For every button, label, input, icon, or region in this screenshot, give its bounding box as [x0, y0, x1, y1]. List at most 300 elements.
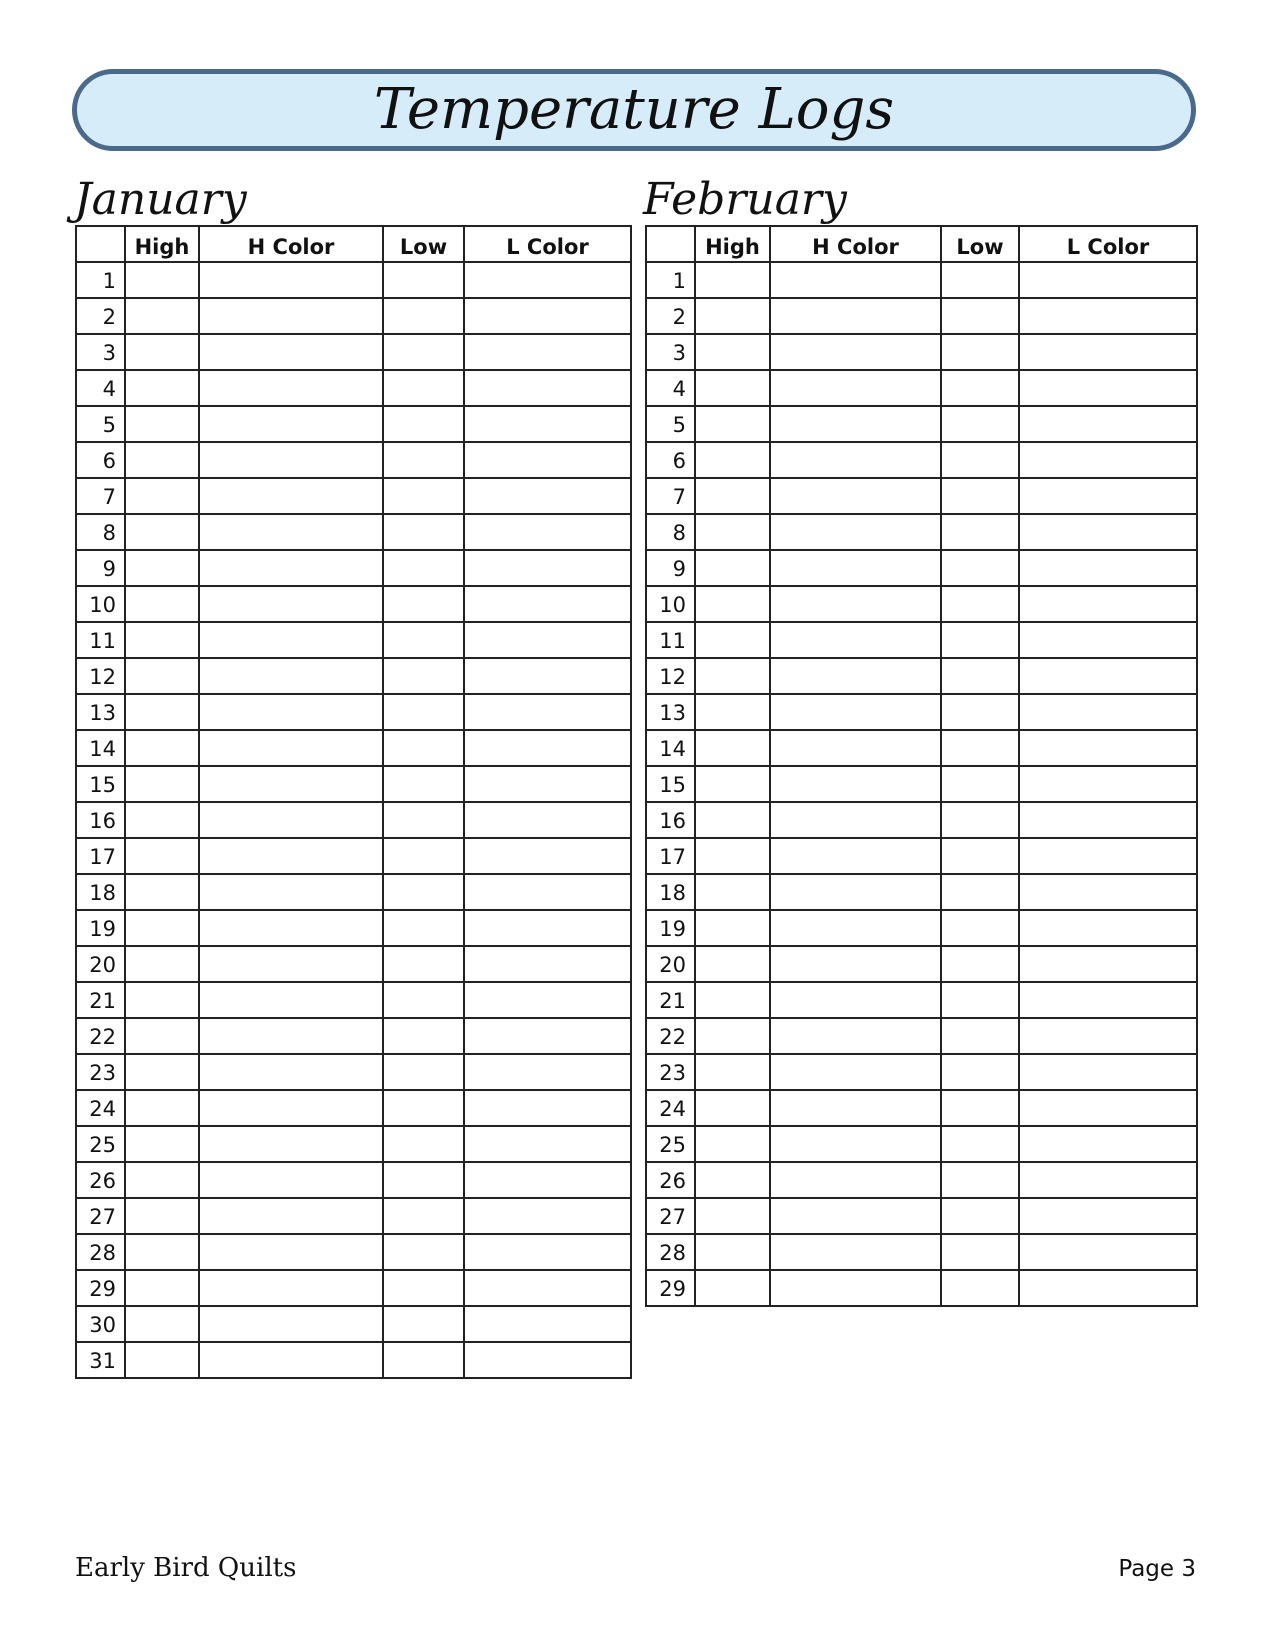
column-header-day: [76, 226, 125, 262]
h-color-cell[interactable]: [770, 406, 941, 442]
l-color-cell[interactable]: [1019, 1162, 1197, 1198]
day-number: 12: [76, 658, 125, 694]
high-cell[interactable]: [125, 874, 199, 910]
high-cell[interactable]: [125, 910, 199, 946]
low-cell[interactable]: [941, 1090, 1019, 1126]
l-color-cell[interactable]: [1019, 334, 1197, 370]
high-cell[interactable]: [125, 1234, 199, 1270]
low-cell[interactable]: [941, 946, 1019, 982]
day-number: 14: [76, 730, 125, 766]
low-cell[interactable]: [941, 1126, 1019, 1162]
h-color-cell[interactable]: [199, 262, 383, 298]
low-cell[interactable]: [941, 442, 1019, 478]
low-cell[interactable]: [383, 946, 464, 982]
day-number: 27: [76, 1198, 125, 1234]
low-cell[interactable]: [383, 658, 464, 694]
l-color-cell[interactable]: [464, 334, 631, 370]
table-row: [646, 586, 1197, 622]
h-color-cell[interactable]: [199, 550, 383, 586]
l-color-cell[interactable]: [1019, 1054, 1197, 1090]
h-color-cell[interactable]: [199, 1018, 383, 1054]
day-number: 2: [76, 298, 125, 334]
high-cell[interactable]: [125, 1162, 199, 1198]
h-color-cell[interactable]: [199, 478, 383, 514]
low-cell[interactable]: [941, 658, 1019, 694]
table-row: [646, 442, 1197, 478]
low-cell[interactable]: [941, 370, 1019, 406]
high-cell[interactable]: [695, 550, 770, 586]
day-number: 23: [646, 1054, 695, 1090]
high-cell[interactable]: [125, 478, 199, 514]
day-number: 24: [646, 1090, 695, 1126]
low-cell[interactable]: [383, 1198, 464, 1234]
h-color-cell[interactable]: [199, 730, 383, 766]
day-number: 16: [646, 802, 695, 838]
high-cell[interactable]: [695, 946, 770, 982]
low-cell[interactable]: [941, 334, 1019, 370]
low-cell[interactable]: [941, 802, 1019, 838]
h-color-cell[interactable]: [770, 478, 941, 514]
h-color-cell[interactable]: [770, 1054, 941, 1090]
table-row: [76, 1270, 631, 1306]
high-cell[interactable]: [695, 1162, 770, 1198]
high-cell[interactable]: [125, 1018, 199, 1054]
day-number: 7: [76, 478, 125, 514]
table-row: [646, 622, 1197, 658]
low-cell[interactable]: [941, 1162, 1019, 1198]
h-color-cell[interactable]: [770, 334, 941, 370]
l-color-cell[interactable]: [464, 802, 631, 838]
l-color-cell[interactable]: [464, 1270, 631, 1306]
table-row: [76, 406, 631, 442]
high-cell[interactable]: [695, 514, 770, 550]
h-color-cell[interactable]: [770, 586, 941, 622]
l-color-cell[interactable]: [1019, 370, 1197, 406]
high-cell[interactable]: [125, 1126, 199, 1162]
h-color-cell[interactable]: [199, 802, 383, 838]
h-color-cell[interactable]: [770, 1270, 941, 1306]
table-row: [646, 298, 1197, 334]
high-cell[interactable]: [125, 1090, 199, 1126]
low-cell[interactable]: [941, 1270, 1019, 1306]
l-color-cell[interactable]: [1019, 910, 1197, 946]
day-number: 29: [646, 1270, 695, 1306]
h-color-cell[interactable]: [199, 514, 383, 550]
h-color-cell[interactable]: [199, 298, 383, 334]
low-cell[interactable]: [383, 622, 464, 658]
high-cell[interactable]: [695, 298, 770, 334]
high-cell[interactable]: [125, 730, 199, 766]
l-color-cell[interactable]: [464, 1342, 631, 1378]
l-color-cell[interactable]: [1019, 406, 1197, 442]
low-cell[interactable]: [941, 622, 1019, 658]
low-cell[interactable]: [941, 262, 1019, 298]
column-header-high: High: [125, 226, 199, 262]
high-cell[interactable]: [125, 586, 199, 622]
l-color-cell[interactable]: [1019, 658, 1197, 694]
l-color-cell[interactable]: [464, 982, 631, 1018]
high-cell[interactable]: [695, 622, 770, 658]
low-cell[interactable]: [383, 1054, 464, 1090]
h-color-cell[interactable]: [770, 874, 941, 910]
high-cell[interactable]: [125, 1198, 199, 1234]
low-cell[interactable]: [383, 478, 464, 514]
day-number: 12: [646, 658, 695, 694]
h-color-cell[interactable]: [199, 1306, 383, 1342]
table-row: [646, 406, 1197, 442]
day-number: 29: [76, 1270, 125, 1306]
table-row: [76, 838, 631, 874]
l-color-cell[interactable]: [464, 370, 631, 406]
l-color-cell[interactable]: [1019, 766, 1197, 802]
low-cell[interactable]: [941, 514, 1019, 550]
high-cell[interactable]: [695, 730, 770, 766]
table-row: [646, 1126, 1197, 1162]
low-cell[interactable]: [941, 1018, 1019, 1054]
l-color-cell[interactable]: [1019, 1126, 1197, 1162]
h-color-cell[interactable]: [199, 406, 383, 442]
l-color-cell[interactable]: [464, 658, 631, 694]
l-color-cell[interactable]: [464, 586, 631, 622]
low-cell[interactable]: [383, 1270, 464, 1306]
l-color-cell[interactable]: [1019, 514, 1197, 550]
high-cell[interactable]: [125, 550, 199, 586]
table-row: [76, 874, 631, 910]
l-color-cell[interactable]: [1019, 802, 1197, 838]
l-color-cell[interactable]: [1019, 1234, 1197, 1270]
table-row: [76, 1342, 631, 1378]
table-row: [646, 910, 1197, 946]
h-color-cell[interactable]: [199, 1342, 383, 1378]
h-color-cell[interactable]: [770, 802, 941, 838]
day-number: 19: [646, 910, 695, 946]
l-color-cell[interactable]: [464, 1162, 631, 1198]
l-color-cell[interactable]: [1019, 874, 1197, 910]
low-cell[interactable]: [941, 406, 1019, 442]
low-cell[interactable]: [383, 298, 464, 334]
high-cell[interactable]: [695, 1198, 770, 1234]
table-row: [76, 262, 631, 298]
low-cell[interactable]: [941, 478, 1019, 514]
low-cell[interactable]: [941, 838, 1019, 874]
l-color-cell[interactable]: [464, 1306, 631, 1342]
l-color-cell[interactable]: [1019, 622, 1197, 658]
day-number: 9: [76, 550, 125, 586]
low-cell[interactable]: [383, 766, 464, 802]
h-color-cell[interactable]: [770, 910, 941, 946]
h-color-cell[interactable]: [199, 1162, 383, 1198]
high-cell[interactable]: [125, 298, 199, 334]
day-number: 3: [646, 334, 695, 370]
low-cell[interactable]: [383, 514, 464, 550]
low-cell[interactable]: [383, 838, 464, 874]
l-color-cell[interactable]: [464, 1090, 631, 1126]
l-color-cell[interactable]: [464, 1054, 631, 1090]
h-color-cell[interactable]: [770, 982, 941, 1018]
l-color-cell[interactable]: [1019, 838, 1197, 874]
high-cell[interactable]: [125, 622, 199, 658]
high-cell[interactable]: [695, 658, 770, 694]
low-cell[interactable]: [941, 586, 1019, 622]
low-cell[interactable]: [383, 1234, 464, 1270]
h-color-cell[interactable]: [199, 1234, 383, 1270]
low-cell[interactable]: [383, 442, 464, 478]
h-color-cell[interactable]: [770, 658, 941, 694]
h-color-cell[interactable]: [199, 622, 383, 658]
low-cell[interactable]: [941, 1198, 1019, 1234]
l-color-cell[interactable]: [464, 874, 631, 910]
low-cell[interactable]: [383, 1342, 464, 1378]
high-cell[interactable]: [125, 1270, 199, 1306]
low-cell[interactable]: [383, 586, 464, 622]
h-color-cell[interactable]: [770, 694, 941, 730]
day-number: 5: [646, 406, 695, 442]
table-row: [76, 982, 631, 1018]
high-cell[interactable]: [125, 694, 199, 730]
high-cell[interactable]: [125, 1342, 199, 1378]
l-color-cell[interactable]: [464, 1198, 631, 1234]
low-cell[interactable]: [383, 802, 464, 838]
low-cell[interactable]: [383, 1018, 464, 1054]
l-color-cell[interactable]: [1019, 442, 1197, 478]
high-cell[interactable]: [695, 1090, 770, 1126]
high-cell[interactable]: [695, 1270, 770, 1306]
h-color-cell[interactable]: [770, 262, 941, 298]
day-number: 5: [76, 406, 125, 442]
low-cell[interactable]: [383, 694, 464, 730]
l-color-cell[interactable]: [1019, 1018, 1197, 1054]
high-cell[interactable]: [125, 658, 199, 694]
table-row: [646, 514, 1197, 550]
h-color-cell[interactable]: [770, 1162, 941, 1198]
low-cell[interactable]: [941, 982, 1019, 1018]
high-cell[interactable]: [125, 514, 199, 550]
high-cell[interactable]: [695, 982, 770, 1018]
h-color-cell[interactable]: [770, 442, 941, 478]
l-color-cell[interactable]: [1019, 694, 1197, 730]
table-row: [76, 370, 631, 406]
table-row: [76, 586, 631, 622]
high-cell[interactable]: [695, 1234, 770, 1270]
high-cell[interactable]: [125, 370, 199, 406]
page-title: Temperature Logs: [373, 77, 895, 142]
l-color-cell[interactable]: [464, 406, 631, 442]
high-cell[interactable]: [695, 838, 770, 874]
title-banner: [72, 69, 1196, 151]
h-color-cell[interactable]: [199, 442, 383, 478]
low-cell[interactable]: [383, 1090, 464, 1126]
h-color-cell[interactable]: [770, 946, 941, 982]
h-color-cell[interactable]: [770, 370, 941, 406]
l-color-cell[interactable]: [1019, 262, 1197, 298]
high-cell[interactable]: [695, 1054, 770, 1090]
day-number: 18: [76, 874, 125, 910]
low-cell[interactable]: [383, 874, 464, 910]
high-cell[interactable]: [125, 838, 199, 874]
high-cell[interactable]: [695, 334, 770, 370]
h-color-cell[interactable]: [770, 838, 941, 874]
l-color-cell[interactable]: [464, 622, 631, 658]
low-cell[interactable]: [383, 910, 464, 946]
l-color-cell[interactable]: [1019, 730, 1197, 766]
h-color-cell[interactable]: [199, 586, 383, 622]
h-color-cell[interactable]: [199, 1198, 383, 1234]
l-color-cell[interactable]: [1019, 1198, 1197, 1234]
low-cell[interactable]: [941, 298, 1019, 334]
high-cell[interactable]: [695, 910, 770, 946]
l-color-cell[interactable]: [1019, 982, 1197, 1018]
h-color-cell[interactable]: [770, 1090, 941, 1126]
low-cell[interactable]: [941, 730, 1019, 766]
high-cell[interactable]: [695, 1018, 770, 1054]
high-cell[interactable]: [125, 802, 199, 838]
l-color-cell[interactable]: [464, 1018, 631, 1054]
high-cell[interactable]: [125, 946, 199, 982]
low-cell[interactable]: [383, 262, 464, 298]
h-color-cell[interactable]: [199, 694, 383, 730]
h-color-cell[interactable]: [770, 298, 941, 334]
h-color-cell[interactable]: [770, 514, 941, 550]
h-color-cell[interactable]: [770, 622, 941, 658]
low-cell[interactable]: [941, 910, 1019, 946]
low-cell[interactable]: [383, 550, 464, 586]
h-color-cell[interactable]: [199, 982, 383, 1018]
l-color-cell[interactable]: [464, 730, 631, 766]
h-color-cell[interactable]: [199, 910, 383, 946]
column-header-high: High: [695, 226, 770, 262]
high-cell[interactable]: [695, 442, 770, 478]
low-cell[interactable]: [941, 1234, 1019, 1270]
low-cell[interactable]: [383, 406, 464, 442]
l-color-cell[interactable]: [464, 514, 631, 550]
l-color-cell[interactable]: [1019, 586, 1197, 622]
h-color-cell[interactable]: [770, 1018, 941, 1054]
h-color-cell[interactable]: [199, 838, 383, 874]
high-cell[interactable]: [125, 262, 199, 298]
l-color-cell[interactable]: [1019, 550, 1197, 586]
l-color-cell[interactable]: [1019, 1270, 1197, 1306]
low-cell[interactable]: [383, 982, 464, 1018]
low-cell[interactable]: [941, 766, 1019, 802]
low-cell[interactable]: [941, 550, 1019, 586]
h-color-cell[interactable]: [199, 946, 383, 982]
low-cell[interactable]: [383, 730, 464, 766]
h-color-cell[interactable]: [199, 1270, 383, 1306]
table-row: [646, 982, 1197, 1018]
h-color-cell[interactable]: [199, 334, 383, 370]
high-cell[interactable]: [695, 370, 770, 406]
table-row: [646, 946, 1197, 982]
low-cell[interactable]: [941, 1054, 1019, 1090]
h-color-cell[interactable]: [770, 550, 941, 586]
table-row: [76, 622, 631, 658]
table-row: [76, 1306, 631, 1342]
h-color-cell[interactable]: [199, 1126, 383, 1162]
h-color-cell[interactable]: [770, 1234, 941, 1270]
column-header-h-color: H Color: [770, 226, 941, 262]
h-color-cell[interactable]: [770, 766, 941, 802]
low-cell[interactable]: [383, 1306, 464, 1342]
table-row: [646, 874, 1197, 910]
high-cell[interactable]: [695, 694, 770, 730]
table-row: [76, 802, 631, 838]
high-cell[interactable]: [695, 874, 770, 910]
high-cell[interactable]: [695, 1126, 770, 1162]
high-cell[interactable]: [125, 982, 199, 1018]
day-number: 17: [646, 838, 695, 874]
table-row: [76, 766, 631, 802]
l-color-cell[interactable]: [1019, 298, 1197, 334]
high-cell[interactable]: [125, 766, 199, 802]
high-cell[interactable]: [695, 766, 770, 802]
table-row: [76, 910, 631, 946]
high-cell[interactable]: [125, 334, 199, 370]
column-header-low: Low: [383, 226, 464, 262]
h-color-cell[interactable]: [199, 766, 383, 802]
l-color-cell[interactable]: [464, 1234, 631, 1270]
h-color-cell[interactable]: [770, 730, 941, 766]
table-row: [646, 1198, 1197, 1234]
day-number: 25: [76, 1126, 125, 1162]
h-color-cell[interactable]: [199, 874, 383, 910]
h-color-cell[interactable]: [199, 1090, 383, 1126]
h-color-cell[interactable]: [770, 1126, 941, 1162]
l-color-cell[interactable]: [1019, 1090, 1197, 1126]
high-cell[interactable]: [125, 406, 199, 442]
l-color-cell[interactable]: [464, 946, 631, 982]
h-color-cell[interactable]: [770, 1198, 941, 1234]
table-row: [76, 1018, 631, 1054]
l-color-cell[interactable]: [1019, 946, 1197, 982]
l-color-cell[interactable]: [464, 838, 631, 874]
l-color-cell[interactable]: [464, 298, 631, 334]
table-row: [76, 1234, 631, 1270]
high-cell[interactable]: [695, 406, 770, 442]
high-cell[interactable]: [125, 1054, 199, 1090]
high-cell[interactable]: [695, 262, 770, 298]
high-cell[interactable]: [125, 1306, 199, 1342]
l-color-cell[interactable]: [464, 478, 631, 514]
h-color-cell[interactable]: [199, 1054, 383, 1090]
l-color-cell[interactable]: [464, 442, 631, 478]
low-cell[interactable]: [941, 874, 1019, 910]
l-color-cell[interactable]: [464, 262, 631, 298]
l-color-cell[interactable]: [464, 1126, 631, 1162]
l-color-cell[interactable]: [464, 550, 631, 586]
low-cell[interactable]: [383, 1162, 464, 1198]
low-cell[interactable]: [383, 1126, 464, 1162]
high-cell[interactable]: [695, 478, 770, 514]
l-color-cell[interactable]: [464, 766, 631, 802]
low-cell[interactable]: [383, 334, 464, 370]
low-cell[interactable]: [383, 370, 464, 406]
table-row: [646, 694, 1197, 730]
high-cell[interactable]: [695, 802, 770, 838]
day-number: 8: [76, 514, 125, 550]
l-color-cell[interactable]: [1019, 478, 1197, 514]
h-color-cell[interactable]: [199, 370, 383, 406]
day-number: 20: [646, 946, 695, 982]
table-row: [646, 1090, 1197, 1126]
l-color-cell[interactable]: [464, 910, 631, 946]
january-log-table: [75, 225, 632, 1379]
h-color-cell[interactable]: [199, 658, 383, 694]
day-number: 9: [646, 550, 695, 586]
high-cell[interactable]: [125, 442, 199, 478]
low-cell[interactable]: [941, 694, 1019, 730]
high-cell[interactable]: [695, 586, 770, 622]
l-color-cell[interactable]: [464, 694, 631, 730]
